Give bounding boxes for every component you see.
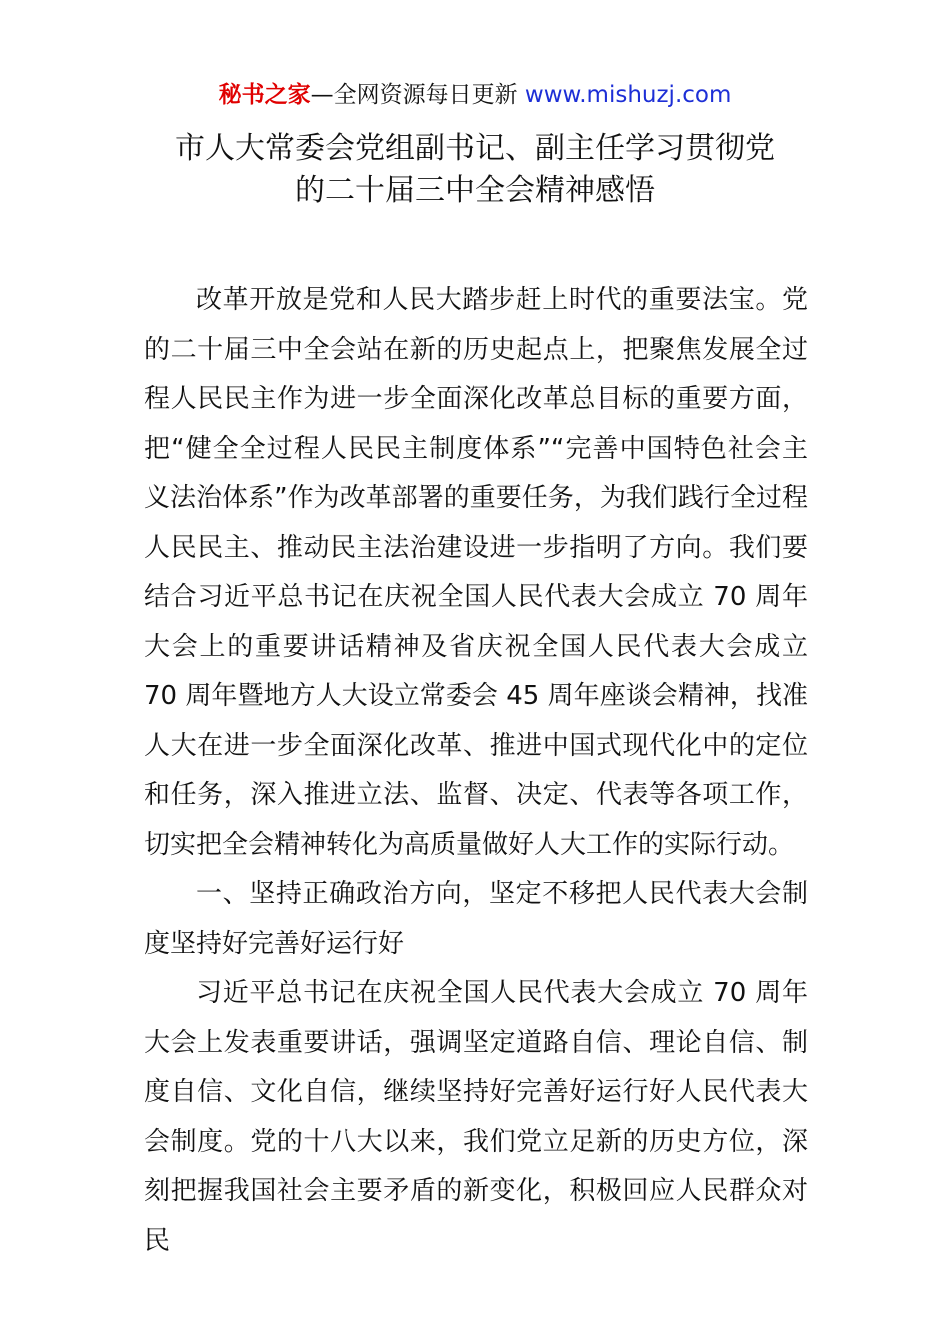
header-tagline: —全网资源每日更新 — [310, 82, 525, 108]
document-title — [0, 128, 950, 212]
title-line-2: 的二十届三中全会精神感悟 — [295, 173, 655, 208]
site-link[interactable]: www.mishuzj.com — [524, 82, 732, 108]
paragraph-intro: 改革开放是党和人民大踏步赶上时代的重要法宝。党的二十届三中全会站在新的历史起点上，把聚焦发展全过程人民民主作为进一步全面深化改革总目标的重要方面，把“健全全过程人民民主制度体系”“完善中国特色社会主义法治体系”作为改革部署的重要任务，为我们践行全过程人民民主、推动民主法治建设进一步指明了方向。我们要结合习近平总书记在庆祝全国人民代表大会成立 70 周年大会上的重要讲话精神及省庆祝全国人民代表大会成立 70 周年暨地方人大设立常委会 45 周年座谈会精神，找准人大在进一步全面深化改革、推进中国式现代化中的定位和任务，深入推进立法、监督、决定、代表等各项工作，切实把全会精神转化为高质量做好人大工作的实际行动。 — [144, 285, 808, 860]
brand-name: 秘书之家 — [218, 82, 311, 108]
section-heading-1: 一、坚持正确政治方向，坚定不移把人民代表大会制度坚持好完善好运行好 — [144, 879, 808, 959]
paragraph-section-1: 习近平总书记在庆祝全国人民代表大会成立 70 周年大会上发表重要讲话，强调坚定道路自信、理论自信、制度自信、文化自信，继续坚持好完善好运行好人民代表大会制度。党的十八大以来，我们党立足新的历史方位，深刻把握我国社会主要矛盾的新变化，积极回应人民群众对民 — [144, 978, 808, 1256]
title-line-1: 市人大常委会党组副书记、副主任学习贯彻党 — [175, 131, 775, 166]
document-body — [144, 276, 808, 1266]
site-header — [0, 78, 950, 112]
